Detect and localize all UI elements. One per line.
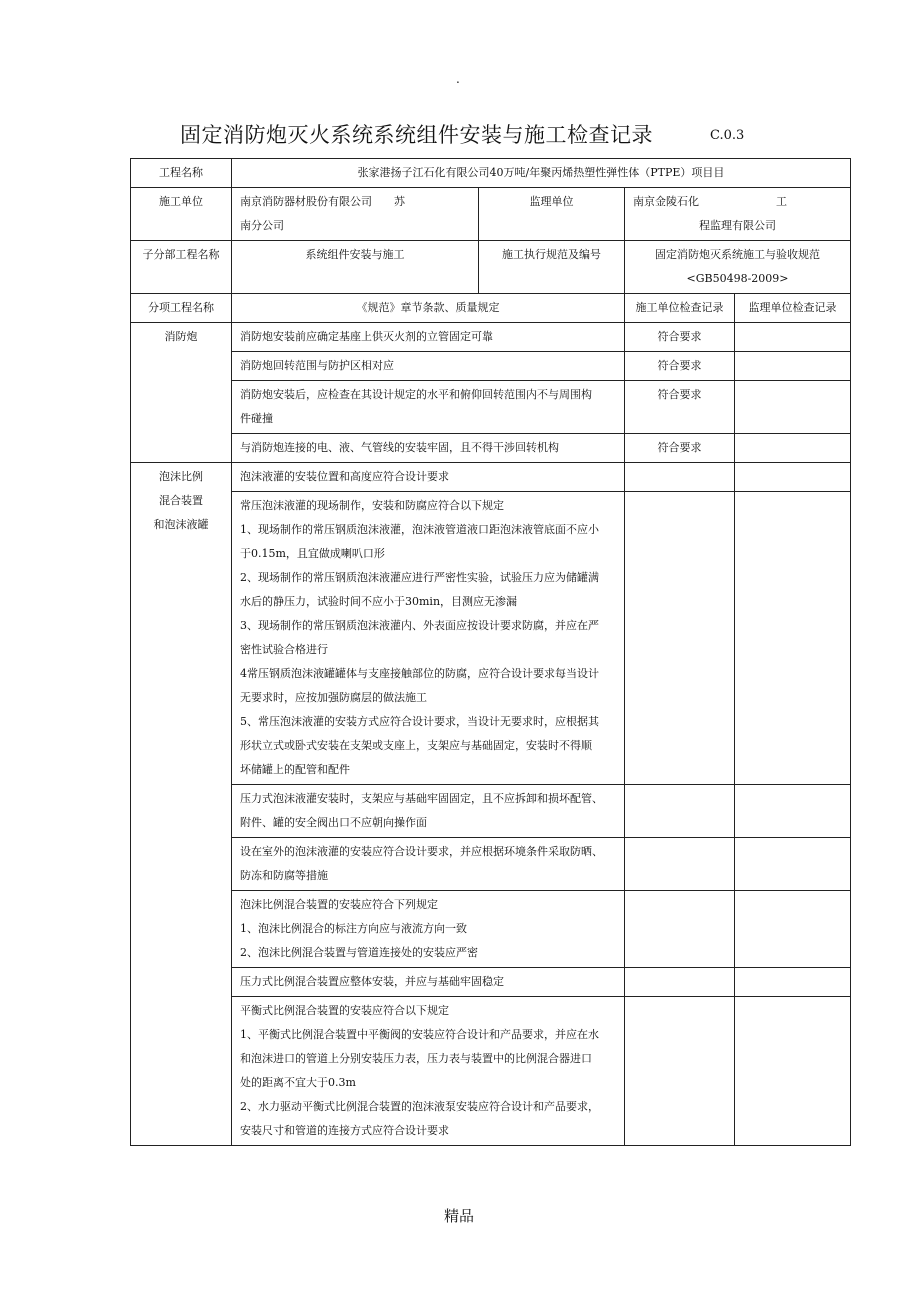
constructor-check-result: 符合要求	[625, 434, 735, 463]
supervisor-value-line: 程监理有限公司	[699, 219, 776, 232]
clause-line: 消防炮安装后，应检查在其设计规定的水平和俯仰回转范围内不与周围构	[240, 388, 592, 401]
page-title: 固定消防炮灭火系统系统组件安装与施工检查记录	[180, 123, 653, 147]
clause-cell	[232, 997, 625, 1146]
constructor-check-result	[625, 463, 735, 492]
clause-line: 无要求时，应按加强防腐层的做法施工	[240, 691, 427, 704]
supervisor-value-line: 南京金陵石化 工	[633, 195, 787, 208]
clause-line: 1、平衡式比例混合装置中平衡阀的安装应符合设计和产品要求，并应在水	[240, 1028, 599, 1041]
clause-cell	[232, 891, 625, 968]
clause-line: 5、常压泡沫液灌的安装方式应符合设计要求，当设计无要求时，应根据其	[240, 715, 599, 728]
clause-line: 平衡式比例混合装置的安装应符合以下规定	[240, 1004, 449, 1017]
supervisor-check-result	[735, 463, 851, 492]
supervisor-check-result	[735, 968, 851, 997]
clause-cell	[232, 785, 625, 838]
clause-line: 处的距离不宜大于0.3m	[240, 1076, 356, 1089]
clause-cell	[232, 434, 625, 463]
supervisor-check-result	[735, 785, 851, 838]
constructor-check-result	[625, 785, 735, 838]
clause-cell	[232, 838, 625, 891]
section-name-line: 泡沫比例	[159, 470, 203, 483]
standard-label: 施工执行规范及编号	[479, 241, 625, 294]
supervisor-check-result	[735, 352, 851, 381]
standard-value	[625, 241, 851, 294]
clause-line: 设在室外的泡沫液灌的安装应符合设计要求，并应根据环境条件采取防晒、	[240, 845, 603, 858]
clause-line: 2、现场制作的常压钢质泡沫液灌应进行严密性实验，试验压力应为储罐满	[240, 571, 599, 584]
clause-cell	[232, 323, 625, 352]
clause-line: 泡沫比例混合装置的安装应符合下列规定	[240, 898, 438, 911]
clause-line: 附件、罐的安全阀出口不应朝向操作面	[240, 816, 427, 829]
clause-line: 坏储罐上的配管和配件	[240, 763, 350, 776]
clause-line: 消防炮回转范围与防护区相对应	[240, 359, 394, 372]
supervisor-check-label: 监理单位检查记录	[735, 294, 851, 323]
header-dot: .	[456, 72, 460, 86]
project-name-label: 工程名称	[131, 159, 232, 188]
clause-line: 1、泡沫比例混合的标注方向应与液流方向一致	[240, 922, 467, 935]
clause-cell	[232, 463, 625, 492]
clause-line: 3、现场制作的常压钢质泡沫液灌内、外表面应按设计要求防腐，并应在严	[240, 619, 599, 632]
clause-line: 与消防炮连接的电、液、气管线的安装牢固，且不得干涉回转机构	[240, 441, 559, 454]
constructor-check-result	[625, 891, 735, 968]
constructor-value-line: 南分公司	[240, 219, 284, 232]
section-name	[131, 463, 232, 1146]
clause-line: 密性试验合格进行	[240, 643, 328, 656]
clause-line: 常压泡沫液灌的现场制作，安装和防腐应符合以下规定	[240, 499, 504, 512]
clause-line: 件碰撞	[240, 412, 273, 425]
constructor-check-result	[625, 997, 735, 1146]
inspection-record-table	[130, 158, 851, 1146]
item-label: 分项工程名称	[131, 294, 232, 323]
constructor-check-result: 符合要求	[625, 381, 735, 434]
supervisor-check-result	[735, 434, 851, 463]
clause-line: 消防炮安装前应确定基座上供灭火剂的立管固定可靠	[240, 330, 493, 343]
clause-line: 1、现场制作的常压钢质泡沫液灌，泡沫液管道液口距泡沫液管底面不应小	[240, 523, 599, 536]
supervisor-check-result	[735, 891, 851, 968]
clause-line: 泡沫液灌的安装位置和高度应符合设计要求	[240, 470, 449, 483]
clause-cell	[232, 492, 625, 785]
constructor-check-label: 施工单位检查记录	[625, 294, 735, 323]
subdivision-label: 子分部工程名称	[131, 241, 232, 294]
constructor-check-result	[625, 838, 735, 891]
subdivision-value: 系统组件安装与施工	[232, 241, 479, 294]
section-name: 消防炮	[131, 323, 232, 463]
clause-line: 2、水力驱动平衡式比例混合装置的泡沫液泵安装应符合设计和产品要求，	[240, 1100, 599, 1113]
form-code: C.0.3	[710, 128, 745, 143]
constructor-label: 施工单位	[131, 188, 232, 241]
clause-cell	[232, 352, 625, 381]
clause-line: 2、泡沫比例混合装置与管道连接处的安装应严密	[240, 946, 478, 959]
clause-label: 《规范》章节条款、质量规定	[232, 294, 625, 323]
constructor-check-result	[625, 968, 735, 997]
constructor-value-line: 南京消防器材股份有限公司 苏	[240, 195, 405, 208]
clause-line: 4常压钢质泡沫液罐罐体与支座接触部位的防腐，应符合设计要求每当设计	[240, 667, 599, 680]
clause-line: 压力式比例混合装置应整体安装，并应与基础牢固稳定	[240, 975, 504, 988]
clause-line: 压力式泡沫液灌安装时，支架应与基础牢固固定，且不应拆卸和损坏配管、	[240, 792, 603, 805]
constructor-value	[232, 188, 479, 241]
clause-line: 水后的静压力，试验时间不应小于30min，目测应无渗漏	[240, 595, 518, 608]
supervisor-check-result	[735, 838, 851, 891]
clause-cell	[232, 381, 625, 434]
standard-value-line: 固定消防炮灭系统施工与验收规范	[655, 248, 820, 261]
project-name-value: 张家港扬子江石化有限公司40万吨/年聚丙烯热塑性弹性体（PTPE）项目目	[232, 159, 851, 188]
supervisor-check-result	[735, 323, 851, 352]
clause-cell	[232, 968, 625, 997]
clause-line: 和泡沫进口的管道上分别安装压力表，压力表与装置中的比例混合器进口	[240, 1052, 592, 1065]
clause-line: 形状立式或卧式安装在支架或支座上，支架应与基础固定，安装时不得顺	[240, 739, 592, 752]
supervisor-check-result	[735, 381, 851, 434]
clause-line: 于0.15m，且宜做成喇叭口形	[240, 547, 385, 560]
clause-line: 安装尺寸和管道的连接方式应符合设计要求	[240, 1124, 449, 1137]
page-footer: 精品	[444, 1207, 475, 1225]
clause-line: 防冻和防腐等措施	[240, 869, 328, 882]
standard-value-line: <GB50498-2009>	[686, 272, 789, 285]
supervisor-value	[625, 188, 851, 241]
section-name-line: 和泡沫液罐	[153, 518, 209, 531]
supervisor-check-result	[735, 492, 851, 785]
supervisor-check-result	[735, 997, 851, 1146]
constructor-check-result	[625, 492, 735, 785]
supervisor-label: 监理单位	[479, 188, 625, 241]
section-name-line: 混合装置	[159, 494, 203, 507]
constructor-check-result: 符合要求	[625, 323, 735, 352]
constructor-check-result: 符合要求	[625, 352, 735, 381]
